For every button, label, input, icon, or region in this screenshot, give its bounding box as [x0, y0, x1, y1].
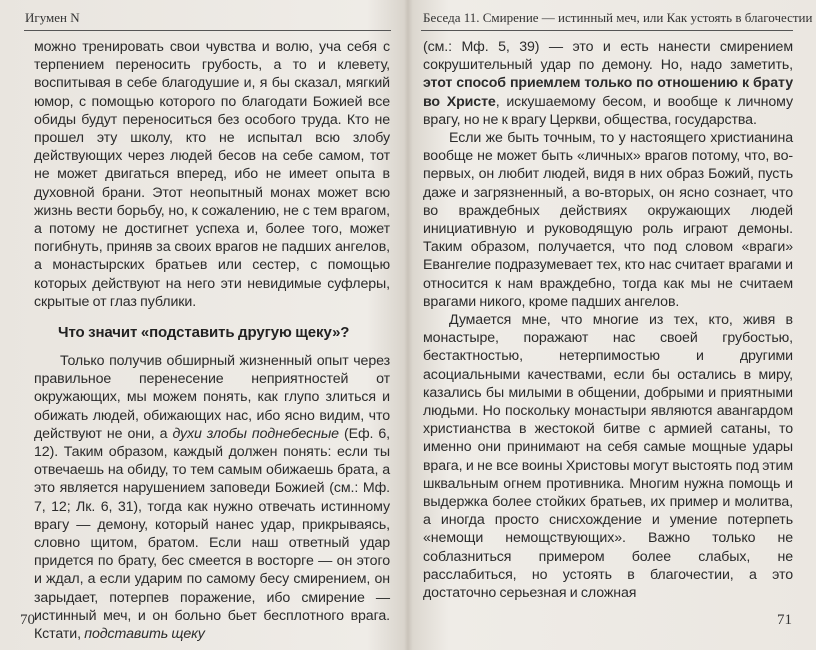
left-p2-italic-2: подставить щеку [84, 626, 205, 643]
page-number-right: 71 [777, 612, 792, 628]
left-paragraph-1: можно тренировать свои чувства и волю, уча себя с терпением переносить грубость, а то и клевету, воспитывая в себе благодушие и, я бы сказал, мягкий юмор, с помощью которого по благодати Божией все обиды будут переноситься без особого труда. Кто не прошел эту школу, кто не испытал всю злобу действующих через людей бесов на себе самом, тот не может двигаться вперед, ибо не имеет опыта в духовной брани. Этот неопытный монах может всю жизнь вести борьбу, но, к сожалению, не с тем врагом, а потому не достигнет успеха и, более того, может погибнуть, приняв за своих врагов не падших ангелов, а монастырских братьев или сестер, с помощью которых действуют на него эти невидимые суфлеры, скрытые от глаз публики. [34, 39, 390, 310]
page-number-left: 70 [20, 612, 35, 628]
left-p2-text-a: Только получив обширный жизненный опыт через правильное перенесение неприятностей от окружающих, мы можем понять, как глупо злиться и обижать людей, обижающих нас, ибо ясно видим, что действуют не они, а [34, 353, 390, 442]
right-page-text [423, 38, 793, 602]
left-paragraph-2 [34, 352, 390, 643]
right-p1-text-b: , искушаемому бесом, и вообще к личному врагу, но не к врагу Церкви, общества, государства. [423, 93, 793, 128]
section-subheading: Что значит «подставить другую щеку»? [58, 324, 350, 342]
right-page [411, 0, 816, 650]
right-paragraph-2: Если же быть точным, то у настоящего христианина вообще не может быть «личных» врагов потому, что, во-первых, он любит людей, видя в них образ Божий, пусть даже и загрязненный, а во-вторых, он ясно сознает, что во враждебных действиях окружающих людей инициативную и руководящую роль играют демоны. Таким образом, получается, что под словом «враги» Евангелие подразумевает тех, кто нас считает врагами и относится к нам враждебно, тогда как мы не считаем врагами никого, кроме падших ангелов. [423, 130, 793, 310]
header-rule-right [421, 30, 793, 31]
left-p2-italic-1: духи злобы поднебесные [172, 425, 339, 442]
left-p2-text-b: (Еф. 6, 12). Таким образом, каждый должен понять: если ты отвечаешь на обиду, то тем самым обижаешь брата, а это является нарушением заповеди Божией (см.: Мф. 7, 12; Лк. 6, 31), тогда как нужно отвечать истинному врагу — демону, который нанес удар, прикрываясь, словно щитом, братом. Если наш ответный удар придется по брату, бес смеется в восторге — он этого и ждал, а если ударим по самому бесу смирением, он зарыдает, потерпев поражение, ибо смирение — истинный меч, и он больно бьет бесплотного врага. Кстати, [34, 425, 390, 643]
right-p1-text-a: (см.: Мф. 5, 39) — это и есть нанести смирением сокрушительный удар по демону. Но, надо заметить, [423, 39, 793, 74]
right-paragraph-1 [423, 38, 793, 129]
running-head-right: Беседа 11. Смирение — истинный меч, или Как устоять в благочестии [423, 10, 813, 25]
right-p1-bold: этот способ приемлем только по отношению к брату во Христе [423, 75, 793, 110]
left-page [0, 0, 405, 650]
right-paragraph-3: Думается мне, что многие из тех, кто, живя в монастыре, поражают нас своей грубостью, бестактностью, нетерпимостью и другими асоциальными качествами, если бы остались в миру, казались бы милыми в общении, добрыми и приятными людьми. Но поскольку монастыри являются авангардом христианства в жестокой битве с армией сатаны, то именно они принимают на себя самые мощные удары врага, и не все воины Христовы могут выстоять под этим шквальным огнем противника. Многим нужна помощь и выдержка более стойких братьев, их пример и молитва, а иногда просто снисхождение и умение потерпеть «немощи немощствующих». Важно только не соблазниться примером более слабых, не расслабиться, но устоять в благочестии, а это достаточно серьезная и сложная [423, 312, 793, 602]
running-head-left: Игумен N [25, 10, 80, 25]
left-page-text [34, 38, 390, 643]
header-rule-left [24, 30, 391, 31]
